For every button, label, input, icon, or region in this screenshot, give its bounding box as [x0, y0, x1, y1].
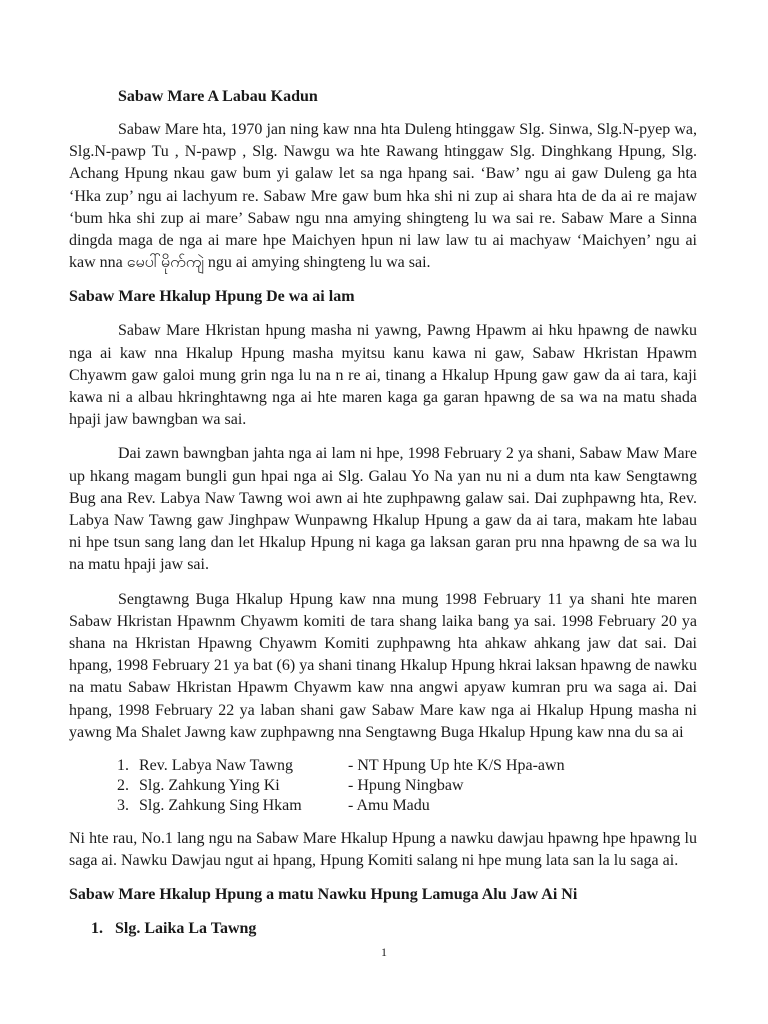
section-heading-hkalup-hpung: Sabaw Mare Hkalup Hpung De wa ai lam — [69, 288, 355, 306]
member-list-item — [69, 756, 697, 776]
member-list-item — [69, 776, 697, 796]
subheading-donor — [69, 918, 697, 940]
list-number: 3. — [117, 797, 129, 815]
member-name: Slg. Zahkung Sing Hkam — [139, 797, 302, 815]
after-list-paragraph: Ni hte rau, No.1 lang ngu na Sabaw Mare Hkalup Hpung a nawku dawjau hpawng hpe hpawng lu saga ai. Nawku Dawjau ngut ai hpang, Hpung Komiti salang ni hpe mung lata san la lu saga ai. — [69, 830, 697, 870]
member-role: - Amu Madu — [348, 797, 430, 815]
subheading-number: 1. — [91, 920, 103, 938]
body-paragraph: Sabaw Mare Hkristan hpung masha ni yawng, Pawng Hpawm ai hku hpawng de nawku nga ai kaw nna Hkalup Hpung masha myitsu kanu kawa ni gaw, Sabaw Hkristan Hpawm Chyawm gaw galoi mung grin nga lu na n re ai, tinang a Hkalup Hpung gaw gaw da ai tara, kaji kawa ni a albau hkringhtawng nga ai hte maren kaga ga garan hpawng de sa wa na matu shada hpaji jaw bawngban wa sai. — [69, 322, 697, 429]
subheading-text: Slg. Laika La Tawng — [115, 920, 257, 938]
member-name: Slg. Zahkung Ying Ki — [139, 777, 280, 795]
list-number: 1. — [117, 757, 129, 775]
member-name: Rev. Labya Naw Tawng — [139, 757, 293, 775]
member-role: - Hpung Ningbaw — [348, 777, 464, 795]
document-title: Sabaw Mare A Labau Kadun — [118, 88, 318, 105]
member-list-item — [69, 796, 697, 816]
section-heading-nawku-lamuga: Sabaw Mare Hkalup Hpung a matu Nawku Hpung Lamuga Alu Jaw Ai Ni — [69, 886, 578, 904]
list-number: 2. — [117, 777, 129, 795]
body-paragraph: Sengtawng Buga Hkalup Hpung kaw nna mung 1998 February 11 ya shani hte maren Sabaw Hkristan Hpawnm Chyawm komiti de tara shang laika bang ya sai. 1998 February 20 ya shana na Hkristan Hpawng Chyawm Komiti zuphpawng hta ahkaw ahkang jaw dat sai. Dai hpang, 1998 February 21 ya bat (6) ya shani tinang Hkalup Hpung hkrai laksan hpawng de nawku na matu Sabaw Hkristan Hpawm Chyawm kaw nna angwi apyaw kumran pru wa saga ai. Dai hpang, 1998 February 22 ya laban shani gaw Sabaw Mare kaw nga ai Hkalup Hpung masha ni yawng Ma Shalet Jawng kaw zuphpawng nna Sengtawng Buga Hkalup Hpung kaw nna du sa ai — [69, 590, 697, 741]
intro-paragraph: Sabaw Mare hta, 1970 jan ning kaw nna hta Duleng htinggaw Slg. Sinwa, Slg.N-pyep wa, Slg.N-pawp Tu , N-pawp , Slg. Nawgu wa hte Rawang htinggaw Slg. Dinghkang Hpung, Slg. Achang Hpung nkau gaw bum yi galaw let sa nga hpang sai. ‘Baw’ ngu ai gaw Duleng ga hta ‘Hka zup’ ngu ai lachyum re. Sabaw Mre gaw bum hka shi ni zup ai shara hta de da ai re majaw ‘bum hka shi zup ai mare’ Sabaw ngu nna amying shingteng lu wa sai re. Sabaw Mare a Sinna dingda maga de nga ai mare hpe Maichyen hpun ni law law tu ai machyaw ‘Maichyen’ ngu ai kaw nna မေပါ်မိုက်ကျဲ ngu ai amying shingteng lu wa sai. — [69, 121, 697, 272]
body-paragraph: Dai zawn bawngban jahta nga ai lam ni hpe, 1998 February 2 ya shani, Sabaw Maw Mare up hkang magam bungli gun hpai nga ai Slg. Galau Yo Na yan nu ni a dum nta kaw Sengtawng Bug ana Rev. Labya Naw Tawng woi awn ai hte zuphpawng galaw sai. Dai zuphpawng hta, Rev. Labya Naw Tawng gaw Jinghpaw Wunpawng Hkalup Hpung a gaw da ai tara, makam hte labau ni hpe tsun sang lang dan let Hkalup Hpung ni kaga ga laksan garan pru nna hpawng de sa wa lu na matu hpaji jaw sai. — [69, 445, 697, 574]
page-number: 1 — [381, 945, 387, 959]
member-role: - NT Hpung Up hte K/S Hpa-awn — [348, 757, 565, 775]
member-list — [69, 756, 697, 816]
